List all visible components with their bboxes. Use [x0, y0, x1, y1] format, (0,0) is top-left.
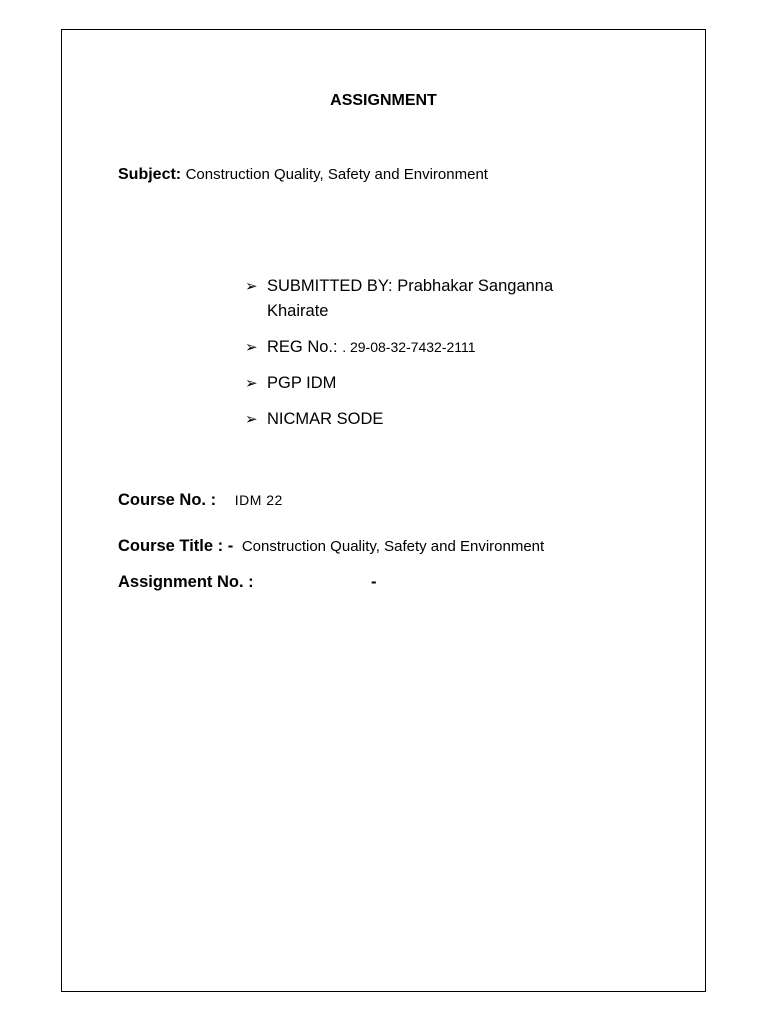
- assignment-no-line: [118, 573, 377, 592]
- course-no-line: [118, 491, 283, 510]
- arrow-bullet-icon: ➢: [245, 339, 258, 356]
- course-title-value: Construction Quality, Safety and Environment: [241, 538, 545, 555]
- course-no-label: Course No. :: [118, 491, 217, 509]
- document-page: [61, 29, 706, 992]
- course-no-value: IDM 22: [234, 492, 283, 508]
- submitted-by-label: SUBMITTED BY:: [267, 277, 393, 295]
- arrow-bullet-icon: ➢: [245, 375, 258, 392]
- reg-no-value: . 29-08-32-7432-2111: [342, 339, 476, 355]
- subject-value: Construction Quality, Safety and Environment: [185, 166, 488, 183]
- course-title-line: [118, 537, 544, 556]
- details-list: [245, 274, 553, 443]
- program-label: PGP IDM: [267, 374, 337, 392]
- arrow-bullet-icon: ➢: [245, 411, 258, 428]
- list-item-program: [245, 371, 553, 396]
- document-title: ASSIGNMENT: [330, 92, 437, 109]
- institute-label: NICMAR SODE: [267, 410, 384, 428]
- submitted-by-name: Prabhakar Sanganna: [397, 277, 554, 295]
- submitted-by-name-cont: Khairate: [267, 302, 329, 320]
- list-item-institute: [245, 407, 553, 432]
- arrow-bullet-icon: ➢: [245, 278, 258, 295]
- reg-no-label: REG No.:: [267, 338, 338, 356]
- assignment-no-value: -: [371, 573, 377, 591]
- list-item-reg-no: [245, 335, 553, 360]
- assignment-no-label: Assignment No. :: [118, 573, 254, 591]
- subject-line: [118, 166, 488, 184]
- subject-label: Subject:: [118, 166, 182, 183]
- list-item-submitted-by: [245, 274, 553, 324]
- course-title-label: Course Title : -: [118, 537, 234, 555]
